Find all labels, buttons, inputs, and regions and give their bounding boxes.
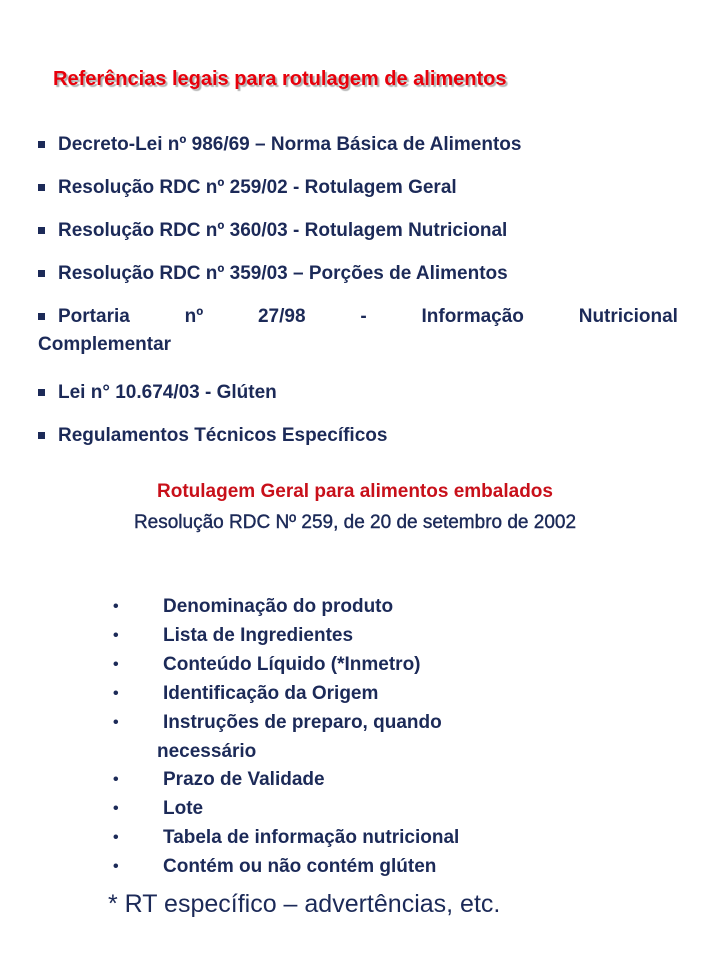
bullet-icon: •: [113, 627, 119, 644]
list-item: [38, 424, 678, 467]
list-item: [38, 305, 678, 381]
requirement-text: Conteúdo Líquido (*Inmetro): [163, 654, 421, 675]
bullet-icon: •: [113, 829, 119, 846]
reference-text: Lei n° 10.674/03 - Glúten: [58, 382, 277, 403]
list-item: [38, 176, 678, 219]
reference-text: Resolução RDC nº 259/02 - Rotulagem Geral: [58, 177, 457, 198]
legal-references-list: [38, 133, 678, 467]
square-bullet-icon: [38, 313, 45, 320]
reference-text-continuation: Complementar: [38, 334, 172, 355]
list-item: [38, 133, 678, 176]
requirement-text: Instruções de preparo, quando: [163, 712, 442, 733]
square-bullet-icon: [38, 184, 45, 191]
bullet-icon: •: [113, 858, 119, 875]
requirement-text: Tabela de informação nutricional: [163, 827, 460, 848]
bullet-icon: •: [113, 800, 119, 817]
requirement-text: Contém ou não contém glúten: [163, 856, 437, 877]
list-item: [38, 262, 678, 305]
requirement-text: Identificação da Origem: [163, 683, 379, 704]
list-item: [38, 381, 678, 424]
reference-word: 27/98: [257, 306, 306, 327]
bullet-icon: •: [113, 714, 119, 731]
reference-text: Regulamentos Técnicos Específicos: [58, 425, 388, 446]
reference-word: Portaria: [58, 306, 130, 327]
requirement-text: Lote: [163, 798, 204, 819]
requirement-text: Lista de Ingredientes: [163, 625, 354, 646]
requirement-text-continuation: necessário: [157, 741, 257, 762]
reference-word: nº: [184, 306, 204, 327]
bullet-icon: •: [113, 598, 119, 615]
square-bullet-icon: [38, 227, 45, 234]
reference-text: Resolução RDC nº 360/03 - Rotulagem Nutricional: [58, 220, 508, 241]
footnote: * RT específico – advertências, etc.: [108, 890, 501, 918]
list-item: [38, 219, 678, 262]
reference-word: Nutricional: [578, 306, 678, 327]
square-bullet-icon: [38, 270, 45, 277]
page-title: Referências legais para rotulagem de alimentos: [53, 68, 507, 90]
reference-word: Informação: [421, 306, 524, 327]
requirement-text: Denominação do produto: [163, 596, 394, 617]
bullet-icon: •: [113, 685, 119, 702]
bullet-icon: •: [113, 656, 119, 673]
bullet-icon: •: [113, 771, 119, 788]
square-bullet-icon: [38, 141, 45, 148]
reference-text: Resolução RDC nº 359/03 – Porções de Alimentos: [58, 263, 508, 284]
section-title: Rotulagem Geral para alimentos embalados: [157, 481, 553, 502]
reference-word: -: [360, 306, 367, 327]
requirement-text: Prazo de Validade: [163, 769, 325, 790]
reference-text: Decreto-Lei nº 986/69 – Norma Básica de Alimentos: [58, 134, 522, 155]
square-bullet-icon: [38, 432, 45, 439]
square-bullet-icon: [38, 389, 45, 396]
reference-text-justified: [58, 305, 678, 329]
section-subtitle: Resolução RDC Nº 259, de 20 de setembro de 2002: [133, 512, 577, 533]
